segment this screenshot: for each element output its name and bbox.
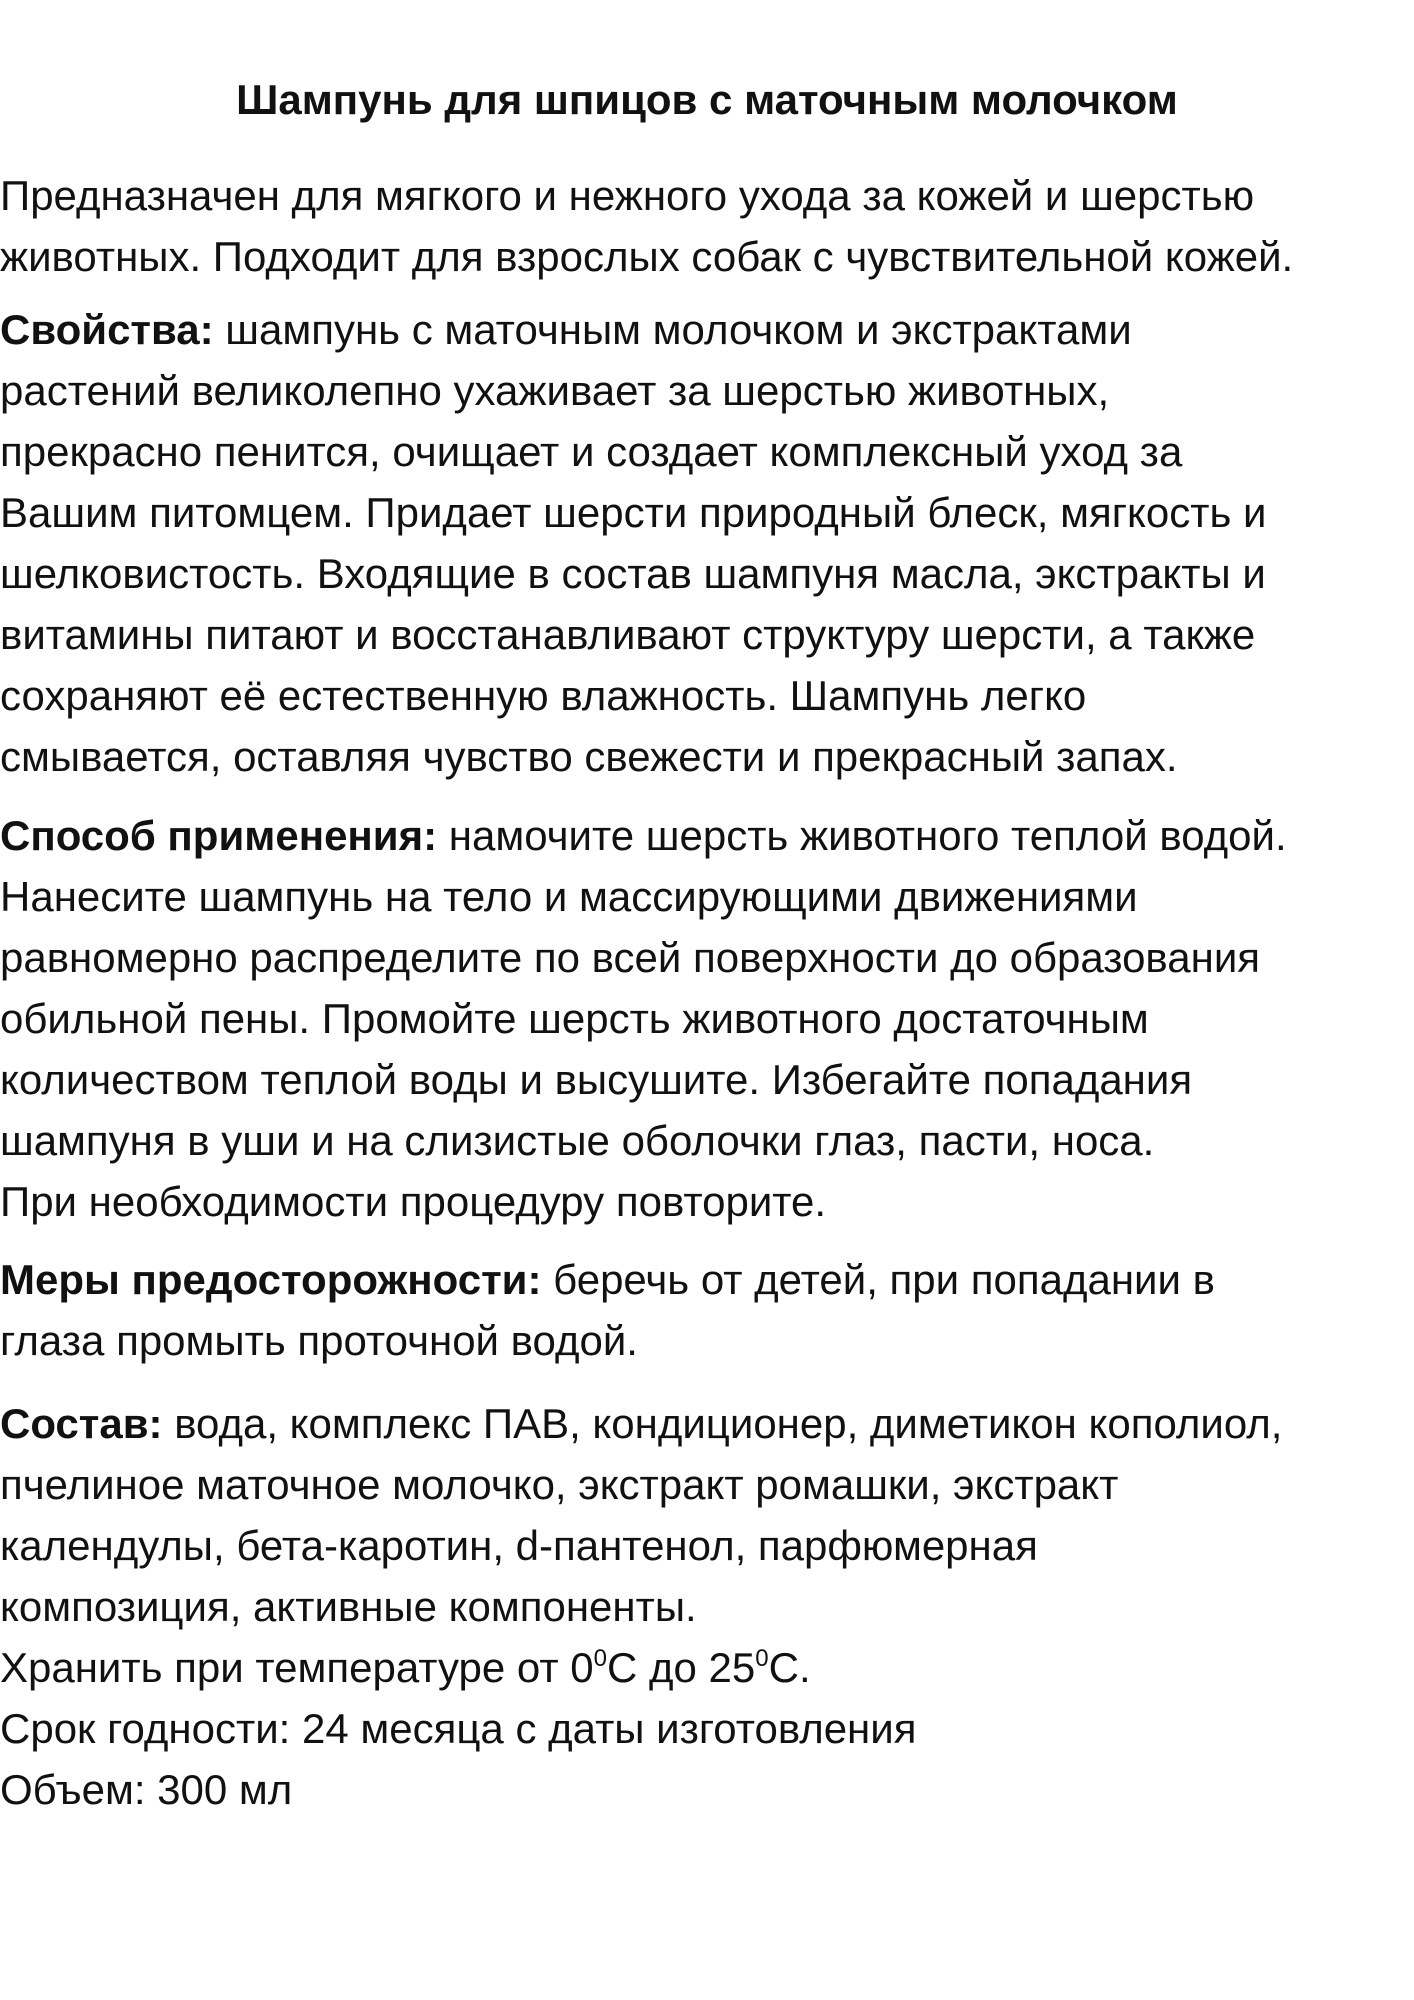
usage-paragraph bbox=[0, 805, 1414, 1232]
degree-superscript: 0 bbox=[755, 1645, 769, 1672]
properties-first-line-text: шампунь с маточным молочком и экстрактами bbox=[213, 306, 1132, 353]
caution-first-line-text: беречь от детей, при попадании в bbox=[541, 1256, 1215, 1303]
usage-first-line-text: намочите шерсть животного теплой водой. bbox=[437, 812, 1287, 859]
properties-first-line bbox=[0, 299, 1414, 360]
caution-paragraph bbox=[0, 1249, 1414, 1371]
properties-line: растений великолепно ухаживает за шерстью животных, bbox=[0, 367, 1110, 414]
volume-line: Объем: 300 мл bbox=[0, 1766, 293, 1813]
usage-first-line bbox=[0, 805, 1414, 866]
caution-line: глаза промыть проточной водой. bbox=[0, 1317, 638, 1364]
caution-first-line bbox=[0, 1249, 1414, 1310]
usage-line: При необходимости процедуру повторите. bbox=[0, 1178, 827, 1225]
properties-line: витамины питают и восстанавливают структуру шерсти, а также bbox=[0, 611, 1256, 658]
storage-text-middle: С до 25 bbox=[606, 1644, 756, 1691]
shelf-life-line: Срок годности: 24 месяца с даты изготовления bbox=[0, 1705, 917, 1752]
usage-line: обильной пены. Промойте шерсть животного достаточным bbox=[0, 995, 1149, 1042]
composition-first-line-text: вода, комплекс ПАВ, кондиционер, диметикон кополиол, bbox=[162, 1400, 1283, 1447]
properties-line: прекрасно пенится, очищает и создает комплексный уход за bbox=[0, 428, 1183, 475]
properties-line: Вашим питомцем. Придает шерсти природный блеск, мягкость и bbox=[0, 489, 1267, 536]
properties-line: смывается, оставляя чувство свежести и прекрасный запах. bbox=[0, 733, 1178, 780]
usage-line: Нанесите шампунь на тело и массирующими движениями bbox=[0, 873, 1138, 920]
caution-label: Меры предосторожности: bbox=[0, 1256, 542, 1303]
intro-paragraph bbox=[0, 165, 1414, 287]
composition-first-line bbox=[0, 1393, 1414, 1454]
usage-line: количеством теплой воды и высушите. Избегайте попадания bbox=[0, 1056, 1193, 1103]
usage-line: шампуня в уши и на слизистые оболочки глаз, пасти, носа. bbox=[0, 1117, 1155, 1164]
storage-text-prefix: Хранить при температуре от 0 bbox=[0, 1644, 594, 1691]
properties-paragraph bbox=[0, 299, 1414, 787]
composition-line: пчелиное маточное молочко, экстракт ромашки, экстракт bbox=[0, 1461, 1119, 1508]
intro-line: животных. Подходит для взрослых собак с чувствительной кожей. bbox=[0, 233, 1294, 280]
composition-line: календулы, бета-каротин, d-пантенол, парфюмерная bbox=[0, 1522, 1038, 1569]
storage-text-suffix: С. bbox=[768, 1644, 811, 1691]
storage-line bbox=[0, 1637, 1414, 1698]
usage-line: равномерно распределите по всей поверхности до образования bbox=[0, 934, 1261, 981]
properties-line: шелковистость. Входящие в состав шампуня масла, экстракты и bbox=[0, 550, 1266, 597]
intro-line: Предназначен для мягкого и нежного ухода за кожей и шерстью bbox=[0, 172, 1255, 219]
composition-label: Состав: bbox=[0, 1400, 163, 1447]
composition-line: композиция, активные компоненты. bbox=[0, 1583, 697, 1630]
degree-superscript: 0 bbox=[593, 1645, 607, 1672]
composition-paragraph bbox=[0, 1393, 1414, 1820]
usage-label: Способ применения: bbox=[0, 812, 438, 859]
properties-line: сохраняют её естественную влажность. Шампунь легко bbox=[0, 672, 1087, 719]
document-title: Шампунь для шпицов с маточным молочком bbox=[236, 76, 1178, 123]
properties-label: Свойства: bbox=[0, 306, 214, 353]
